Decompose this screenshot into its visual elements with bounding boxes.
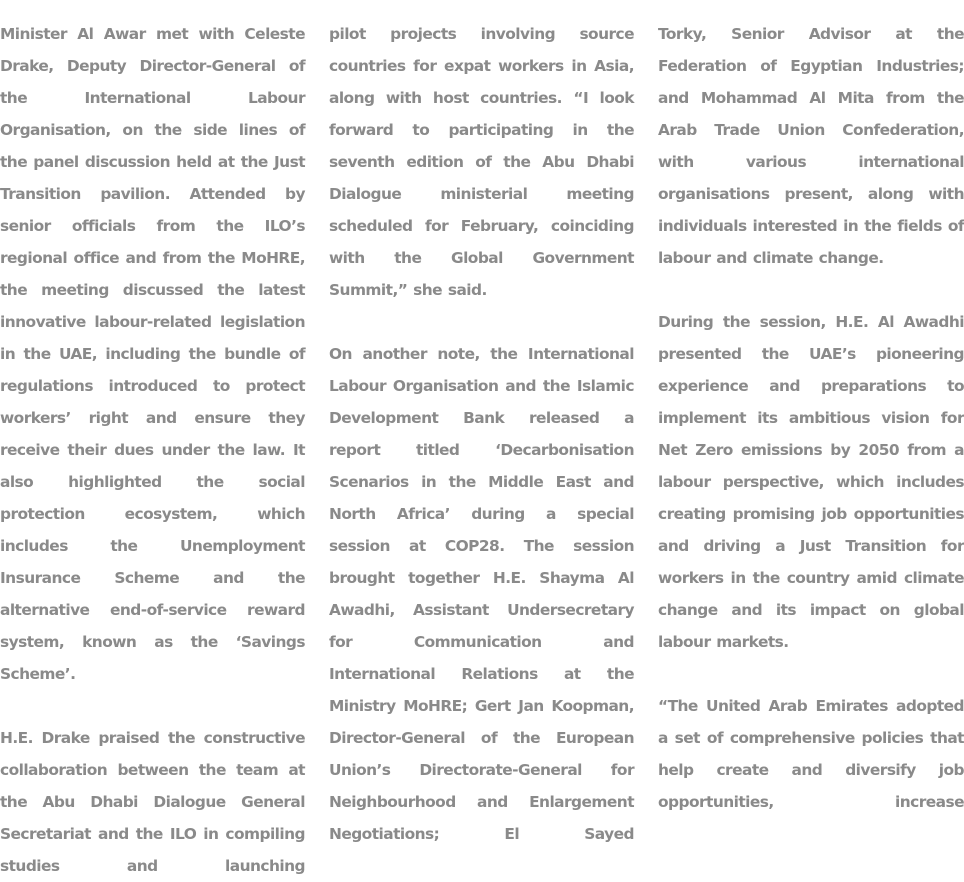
text-column-1 <box>0 18 305 875</box>
article-page <box>0 18 964 875</box>
paragraph: “The United Arab Emirates adopted a set of comprehensive policies that help create and diversify job opportunities, increase <box>658 697 964 811</box>
paragraph: Torky, Senior Advisor at the Federation of Egyptian Industries; and Mohammad Al Mita from the Arab Trade Union Confederation, with various international organisations present, along with individuals interested in the fields of labour and climate change. <box>658 25 964 267</box>
paragraph: On another note, the International Labour Organisation and the Islamic Development Bank released a report titled ‘Decarbonisation Scenarios in the Middle East and North Africa’ during a special session at COP28. The session brought together H.E. Shayma Al Awadhi, Assistant Undersecretary for Communication and International Relations at the Ministry MoHRE; Gert Jan Koopman, Director-General of the European Union’s Directorate-General for Neighbourhood and Enlargement Negotiations; El Sayed <box>329 345 634 843</box>
text-column-3 <box>658 18 964 811</box>
paragraph: Minister Al Awar met with Celeste Drake, Deputy Director-General of the International Labour Organisation, on the side lines of the panel discussion held at the Just Transition pavilion. Attended by senior officials from the ILO’s regional office and from the MoHRE, the meeting discussed the latest innovative labour-related legislation in the UAE, including the bundle of regulations introduced to protect workers’ right and ensure they receive their dues under the law. It also highlighted the social protection ecosystem, which includes the Unemployment Insurance Scheme and the alternative end-of-service reward system, known as the ‘Savings Scheme’. <box>0 25 305 683</box>
text-column-2 <box>329 18 634 843</box>
paragraph: H.E. Drake praised the constructive collaboration between the team at the Abu Dhabi Dialogue General Secretariat and the ILO in compiling studies and launching <box>0 729 305 875</box>
paragraph: During the session, H.E. Al Awadhi presented the UAE’s pioneering experience and preparations to implement its ambitious vision for Net Zero emissions by 2050 from a labour perspective, which includes creating promising job opportunities and driving a Just Transition for workers in the country amid climate change and its impact on global labour markets. <box>658 313 964 651</box>
paragraph: pilot projects involving source countries for expat workers in Asia, along with host countries. “I look forward to participating in the seventh edition of the Abu Dhabi Dialogue ministerial meeting scheduled for February, coinciding with the Global Government Summit,” she said. <box>329 25 634 299</box>
